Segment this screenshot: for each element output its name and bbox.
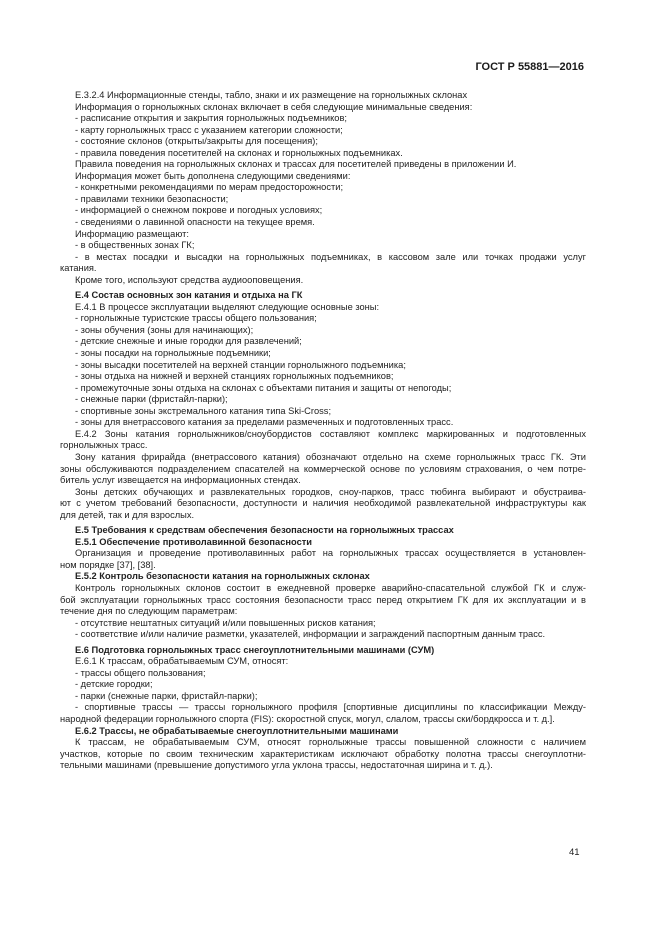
- list-item: - состояние склонов (открыты/закрыты для посещения);: [75, 136, 318, 147]
- section-heading: Е.4 Состав основных зон катания и отдыха на ГК: [75, 290, 303, 301]
- list-item: - промежуточные зоны отдыха на склонах с объектами питания и защиты от непогоды;: [75, 382, 452, 393]
- list-item: - детские снежные и иные городки для развлечений;: [75, 336, 302, 347]
- page-body: [60, 90, 586, 772]
- paragraph-line: Зону катания фрирайда (внетрассового катания) обозначают отдельно на схеме горнолыжных трасс ГК. Эти: [75, 451, 586, 462]
- paragraph-line: Е.4.1 В процессе эксплуатации выделяют следующие основные зоны:: [75, 301, 380, 312]
- paragraph-line: для детей, так и для взрослых.: [60, 509, 195, 520]
- paragraph-line: К трассам, не обрабатываемым СУМ, относят горнолыжные трассы повышенной сложности с наличием: [75, 737, 586, 748]
- list-item: - сведениями о лавинной опасности на текущее время.: [75, 217, 315, 228]
- list-item: - снежные парки (фристайл-парки);: [75, 394, 228, 405]
- paragraph-line: горнолыжных трасс.: [60, 440, 148, 451]
- list-item: - зоны обучения (зоны для начинающих);: [75, 324, 254, 335]
- list-item: - трассы общего пользования;: [75, 667, 206, 678]
- paragraph-line: тельными машинами (превышение допустимого угла уклона трассы, недостаточная ширина и т. д.).: [60, 760, 493, 771]
- paragraph-line: зоны обслуживаются подразделением спасателей на коммерческой основе по условиям страхования, о чем потре-: [60, 463, 586, 474]
- list-item: - зоны отдыха на нижней и верхней станциях горнолыжных подъемников;: [75, 371, 394, 382]
- paragraph-line: Информация о горнолыжных склонах включает в себя следующие минимальные сведения:: [75, 101, 473, 112]
- list-item: - правилами техники безопасности;: [75, 193, 229, 204]
- section-heading: Е.3.2.4 Информационные стенды, табло, знаки и их размещение на горнолыжных склонах: [75, 90, 468, 100]
- list-item: - в местах посадки и высадки на горнолыжных подъемниках, в кассовом зале или точках продажи услуг: [75, 251, 586, 262]
- section-heading: Е.6 Подготовка горнолыжных трасс снегоуплотнительными машинами (СУМ): [75, 644, 435, 655]
- list-item: - в общественных зонах ГК;: [75, 240, 195, 251]
- paragraph-line: Правила поведения на горнолыжных склонах и трассах для посетителей приведены в приложении И.: [75, 159, 517, 170]
- list-item: - зоны высадки посетителей на верхней станции горнолыжного подъемника;: [75, 359, 406, 370]
- list-item: - парки (снежные парки, фристайл-парки);: [75, 690, 258, 701]
- list-item: - зоны для внетрассового катания за пределами размеченных и подготовленных трасс.: [75, 417, 454, 428]
- paragraph-line: Информацию размещают:: [75, 228, 189, 239]
- list-item: - соответствие и/или наличие разметки, указателей, информации и заграждений паспортным данным трасс.: [75, 629, 546, 640]
- list-item: - детские городки;: [75, 679, 153, 690]
- list-item: - спортивные трассы — трассы горнолыжного профиля [спортивные дисциплины по классификации Между-: [75, 702, 586, 713]
- list-item: - спортивные зоны экстремального катания типа Ski-Cross;: [75, 405, 332, 416]
- paragraph-line: битель услуг извещается на информационных стендах.: [60, 475, 301, 486]
- paragraph-line: Информация может быть дополнена следующими сведениями:: [75, 170, 351, 181]
- subsection-heading: Е.6.2 Трассы, не обрабатываемые снегоуплотнительными машинами: [75, 725, 399, 736]
- page-number: 41: [569, 847, 580, 858]
- subsection-heading: Е.5.2 Контроль безопасности катания на горнолыжных склонах: [75, 571, 370, 582]
- list-item: - конкретными рекомендациями по мерам предосторожности;: [75, 182, 344, 193]
- paragraph-line: народной федерации горнолыжного спорта (FIS): скоростной спуск, могул, слалом, трассы ски/бордкросса и т. д.].: [60, 713, 555, 724]
- paragraph-line: Кроме того, используют средства аудиооповещения.: [75, 274, 304, 285]
- paragraph-line: бой эксплуатации горнолыжных трасс состояния безопасности трасс перед открытием ГК для их эксплуатации и в: [60, 594, 586, 605]
- paragraph-line: Е.4.2 Зоны катания горнолыжников/сноубордистов составляют комплекс маркированных и подготовленных: [75, 428, 586, 439]
- paragraph-line: участков, которые по своим техническим характеристикам исключают обработку полотна трассы снегоуплотни-: [60, 748, 586, 759]
- paragraph-line: ном порядке [37], [38].: [60, 559, 156, 570]
- paragraph-line: течение дня по следующим параметрам:: [60, 606, 238, 617]
- paragraph-line: Контроль горнолыжных склонов состоит в ежедневной проверке аварийно-спасательной службой ГК и служ-: [75, 582, 586, 593]
- list-item: - зоны посадки на горнолыжные подъемники;: [75, 348, 271, 359]
- list-item: - правила поведения посетителей на склонах и горнолыжных подъемниках.: [75, 147, 403, 158]
- paragraph-line: Зоны детских обучающих и развлекательных городков, сноу-парков, трасс тюбинга выбирают и обустраива-: [75, 486, 586, 497]
- list-item: - информацией о снежном покрове и погодных условиях;: [75, 205, 323, 216]
- list-item: - горнолыжные туристские трассы общего пользования;: [75, 313, 317, 324]
- paragraph-line: катания.: [60, 263, 97, 274]
- document-code: ГОСТ Р 55881—2016: [475, 61, 584, 73]
- list-item: - расписание открытия и закрытия горнолыжных подъемников;: [75, 113, 347, 124]
- paragraph-line: Организация и проведение противолавинных работ на горнолыжных трассах осуществляется в установлен-: [75, 548, 586, 559]
- paragraph-line: Е.6.1 К трассам, обрабатываемым СУМ, относят:: [75, 656, 289, 667]
- list-item: - карту горнолыжных трасс с указанием категории сложности;: [75, 124, 343, 135]
- list-item: - отсутствие нештатных ситуаций и/или повышенных рисков катания;: [75, 617, 376, 628]
- section-heading: Е.5 Требования к средствам обеспечения безопасности на горнолыжных трассах: [75, 525, 454, 536]
- subsection-heading: Е.5.1 Обеспечение противолавинной безопасности: [75, 536, 313, 547]
- paragraph-line: ют с учетом требований безопасности, доступности и наличия необходимой развлекательной инфраструктуры как: [60, 498, 586, 509]
